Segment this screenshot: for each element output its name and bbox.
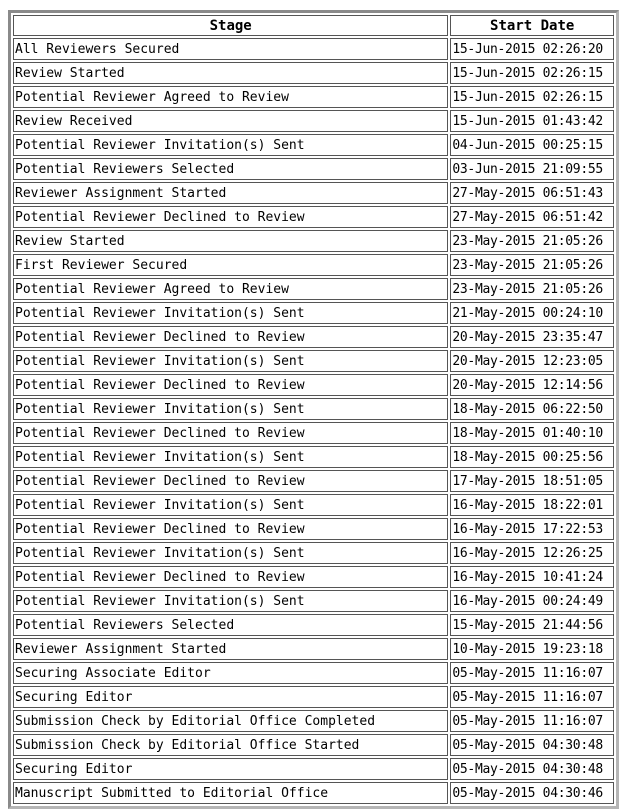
table-row — [13, 182, 614, 204]
start-date-cell: 05-May-2015 11:16:07 — [450, 710, 614, 732]
table-row — [13, 542, 614, 564]
table-row — [13, 374, 614, 396]
start-date-cell: 16-May-2015 10:41:24 — [450, 566, 614, 588]
table-row — [13, 782, 614, 804]
stage-cell: Potential Reviewer Invitation(s) Sent — [13, 590, 448, 612]
stage-cell: Manuscript Submitted to Editorial Office — [13, 782, 448, 804]
table-row — [13, 422, 614, 444]
table-row — [13, 110, 614, 132]
table-row — [13, 38, 614, 60]
table-row — [13, 158, 614, 180]
stage-cell: Potential Reviewer Invitation(s) Sent — [13, 446, 448, 468]
table-row — [13, 470, 614, 492]
table-row — [13, 206, 614, 228]
table-row — [13, 638, 614, 660]
table-row — [13, 278, 614, 300]
table-row — [13, 494, 614, 516]
table-header-row — [13, 15, 614, 36]
table-row — [13, 710, 614, 732]
start-date-cell: 27-May-2015 06:51:43 — [450, 182, 614, 204]
stage-cell: Reviewer Assignment Started — [13, 182, 448, 204]
stage-cell: Potential Reviewer Declined to Review — [13, 422, 448, 444]
table-row — [13, 254, 614, 276]
table-row — [13, 590, 614, 612]
table-row — [13, 662, 614, 684]
start-date-cell: 23-May-2015 21:05:26 — [450, 230, 614, 252]
start-date-cell: 20-May-2015 12:23:05 — [450, 350, 614, 372]
stage-cell: Submission Check by Editorial Office Completed — [13, 710, 448, 732]
stage-cell: Potential Reviewer Invitation(s) Sent — [13, 398, 448, 420]
stage-cell: Potential Reviewer Declined to Review — [13, 326, 448, 348]
table-row — [13, 326, 614, 348]
table-row — [13, 230, 614, 252]
stage-cell: Securing Editor — [13, 758, 448, 780]
start-date-cell: 18-May-2015 01:40:10 — [450, 422, 614, 444]
start-date-cell: 15-Jun-2015 01:43:42 — [450, 110, 614, 132]
start-date-cell: 05-May-2015 04:30:48 — [450, 758, 614, 780]
table-row — [13, 446, 614, 468]
stage-cell: Review Received — [13, 110, 448, 132]
start-date-cell: 15-May-2015 21:44:56 — [450, 614, 614, 636]
stage-cell: All Reviewers Secured — [13, 38, 448, 60]
start-date-cell: 16-May-2015 00:24:49 — [450, 590, 614, 612]
stage-cell: Potential Reviewer Agreed to Review — [13, 278, 448, 300]
table-row — [13, 302, 614, 324]
table-body — [13, 38, 614, 804]
stage-cell: Potential Reviewer Declined to Review — [13, 518, 448, 540]
start-date-cell: 18-May-2015 00:25:56 — [450, 446, 614, 468]
start-date-cell: 05-May-2015 11:16:07 — [450, 662, 614, 684]
stage-cell: Potential Reviewer Declined to Review — [13, 206, 448, 228]
stage-cell: Potential Reviewer Agreed to Review — [13, 86, 448, 108]
table-row — [13, 758, 614, 780]
start-date-cell: 23-May-2015 21:05:26 — [450, 254, 614, 276]
table-row — [13, 734, 614, 756]
stage-cell: Reviewer Assignment Started — [13, 638, 448, 660]
start-date-cell: 23-May-2015 21:05:26 — [450, 278, 614, 300]
stage-cell: Review Started — [13, 230, 448, 252]
start-date-cell: 05-May-2015 11:16:07 — [450, 686, 614, 708]
stage-cell: Submission Check by Editorial Office Started — [13, 734, 448, 756]
table-row — [13, 62, 614, 84]
start-date-cell: 03-Jun-2015 21:09:55 — [450, 158, 614, 180]
table-row — [13, 614, 614, 636]
start-date-cell: 04-Jun-2015 00:25:15 — [450, 134, 614, 156]
column-header-start-date: Start Date — [450, 15, 614, 36]
start-date-cell: 10-May-2015 19:23:18 — [450, 638, 614, 660]
stage-cell: Review Started — [13, 62, 448, 84]
start-date-cell: 20-May-2015 23:35:47 — [450, 326, 614, 348]
start-date-cell: 20-May-2015 12:14:56 — [450, 374, 614, 396]
stage-cell: Potential Reviewer Declined to Review — [13, 470, 448, 492]
stage-cell: Securing Associate Editor — [13, 662, 448, 684]
stage-cell: Potential Reviewer Invitation(s) Sent — [13, 134, 448, 156]
table-row — [13, 134, 614, 156]
start-date-cell: 16-May-2015 17:22:53 — [450, 518, 614, 540]
table-row — [13, 86, 614, 108]
start-date-cell: 05-May-2015 04:30:46 — [450, 782, 614, 804]
start-date-cell: 17-May-2015 18:51:05 — [450, 470, 614, 492]
stage-history-table — [11, 13, 616, 806]
column-header-stage: Stage — [13, 15, 448, 36]
table-row — [13, 350, 614, 372]
start-date-cell: 05-May-2015 04:30:48 — [450, 734, 614, 756]
stage-cell: Potential Reviewer Declined to Review — [13, 566, 448, 588]
stage-cell: First Reviewer Secured — [13, 254, 448, 276]
table-row — [13, 398, 614, 420]
stage-history-table-container — [8, 10, 619, 809]
start-date-cell: 15-Jun-2015 02:26:15 — [450, 86, 614, 108]
table-row — [13, 518, 614, 540]
start-date-cell: 15-Jun-2015 02:26:20 — [450, 38, 614, 60]
stage-cell: Potential Reviewer Declined to Review — [13, 374, 448, 396]
stage-cell: Potential Reviewer Invitation(s) Sent — [13, 302, 448, 324]
stage-cell: Potential Reviewer Invitation(s) Sent — [13, 350, 448, 372]
stage-cell: Potential Reviewers Selected — [13, 158, 448, 180]
table-row — [13, 686, 614, 708]
stage-cell: Potential Reviewer Invitation(s) Sent — [13, 542, 448, 564]
start-date-cell: 18-May-2015 06:22:50 — [450, 398, 614, 420]
stage-cell: Securing Editor — [13, 686, 448, 708]
table-row — [13, 566, 614, 588]
start-date-cell: 15-Jun-2015 02:26:15 — [450, 62, 614, 84]
start-date-cell: 16-May-2015 12:26:25 — [450, 542, 614, 564]
start-date-cell: 16-May-2015 18:22:01 — [450, 494, 614, 516]
start-date-cell: 27-May-2015 06:51:42 — [450, 206, 614, 228]
stage-cell: Potential Reviewer Invitation(s) Sent — [13, 494, 448, 516]
start-date-cell: 21-May-2015 00:24:10 — [450, 302, 614, 324]
stage-cell: Potential Reviewers Selected — [13, 614, 448, 636]
